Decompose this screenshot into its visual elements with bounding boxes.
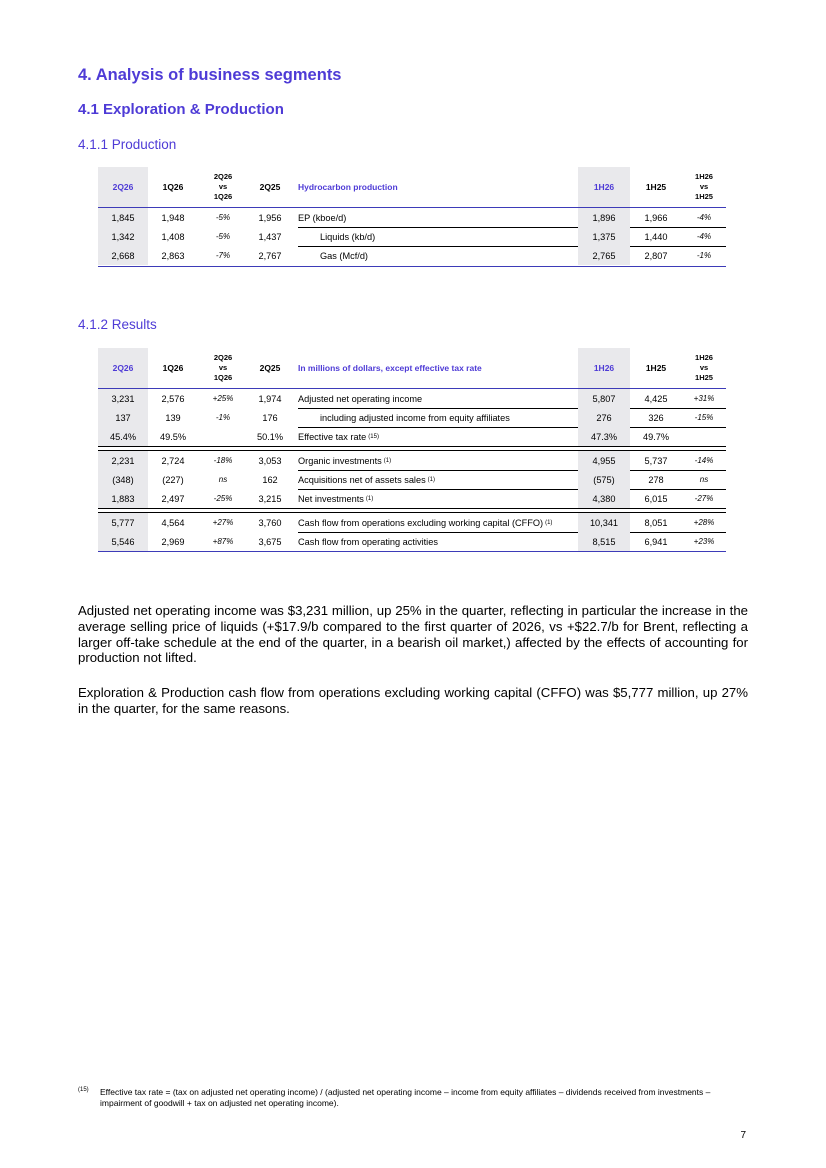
cell-qvar: -5% — [215, 232, 231, 241]
cell-1h26: 4,380 — [578, 489, 630, 508]
cell-1h25: 8,051 — [644, 517, 668, 528]
footnote-reference: (15) — [368, 433, 379, 440]
row-label — [320, 246, 600, 265]
cell-qvar: ns — [218, 475, 228, 484]
row-label — [298, 489, 578, 508]
cell-2q25: 162 — [262, 474, 278, 485]
cell-2q25: 50.1% — [256, 431, 284, 442]
qvar-line-1: 2Q26 — [213, 172, 233, 181]
cell-1q26: 49.5% — [159, 431, 187, 442]
table-header — [98, 167, 726, 207]
cell-1h26: 276 — [578, 408, 630, 427]
cell-1h25: 4,425 — [644, 393, 668, 404]
page-number: 7 — [740, 1130, 746, 1141]
cell-1q26: 2,863 — [161, 250, 185, 261]
cell-2q26: 3,231 — [98, 389, 148, 408]
footnote-reference: (1) — [365, 495, 374, 502]
cell-2q26: 1,883 — [98, 489, 148, 508]
cell-2q26: 1,845 — [98, 208, 148, 227]
cell-qvar: -25% — [213, 494, 233, 503]
cell-qvar: -18% — [213, 456, 233, 465]
cell-1q26: (227) — [162, 474, 184, 485]
hvar-line-3: 1H25 — [695, 192, 713, 201]
row-label-text: including adjusted income from equity affiliates — [320, 412, 510, 423]
hvar-line-2: vs — [699, 182, 709, 191]
row-label — [298, 389, 578, 408]
cell-2q26: 2,668 — [98, 246, 148, 265]
hvar-line-1: 1H26 — [695, 353, 713, 362]
qvar-line-3: 1Q26 — [213, 373, 233, 382]
cell-2q25: 176 — [262, 412, 278, 423]
hvar-line-1: 1H26 — [695, 172, 713, 181]
row-label-text: Acquisitions net of assets sales — [298, 474, 426, 485]
cell-qvar: -5% — [215, 213, 231, 222]
table-row — [98, 513, 726, 532]
subsection-title: 4.1 Exploration & Production — [78, 101, 284, 118]
row-label — [298, 532, 578, 551]
row-label-text: Liquids (kb/d) — [320, 231, 376, 242]
cell-1q26: 139 — [165, 412, 181, 423]
row-label-text: Net investments — [298, 493, 364, 504]
cell-2q25: 1,956 — [258, 212, 282, 223]
cell-1h26: 1,896 — [578, 208, 630, 227]
cell-hvar: ns — [699, 475, 709, 484]
cell-1h25: 6,941 — [644, 536, 668, 547]
row-label — [298, 451, 578, 470]
col-1h25: 1H25 — [645, 182, 667, 192]
row-label-text: EP (kboe/d) — [298, 212, 347, 223]
paragraph-cffo: Exploration & Production cash flow from operations excluding working capital (CFFO) was $5,777 million, up 27% in the quarter, for the same reasons. — [78, 685, 748, 716]
col-hvar — [682, 348, 726, 388]
cell-qvar: +25% — [212, 394, 234, 403]
qvar-line-1: 2Q26 — [213, 353, 233, 362]
cell-1h26: 4,955 — [578, 451, 630, 470]
cell-1q26: 1,408 — [161, 231, 185, 242]
hvar-line-2: vs — [699, 363, 709, 372]
paragraph-anoi: Adjusted net operating income was $3,231 million, up 25% in the quarter, reflecting in particular the increase in the average selling price of liquids (+$17.9/b compared to the first quarter of 2026, vs +$22.7/b for Brent, reflecting a larger off-take schedule at the end of the quarter, in a bearish oil market,) affected by the effects of accounting for production not lifted. — [78, 603, 748, 666]
results-heading: 4.1.2 Results — [78, 317, 157, 332]
cell-hvar: -27% — [694, 494, 714, 503]
cell-2q26: (348) — [98, 470, 148, 489]
cell-hvar — [682, 427, 726, 446]
row-label — [320, 408, 600, 427]
cell-1h25: 5,737 — [644, 455, 668, 466]
cell-1q26: 4,564 — [161, 517, 185, 528]
cell-1q26: 2,724 — [161, 455, 185, 466]
cell-1q26: 1,948 — [161, 212, 185, 223]
row-label-text: Cash flow from operating activities — [298, 536, 438, 547]
cell-2q26: 5,777 — [98, 513, 148, 532]
production-table — [98, 167, 726, 261]
footnote — [78, 1087, 748, 1109]
cell-2q25: 3,053 — [258, 455, 282, 466]
cell-hvar: +31% — [693, 394, 715, 403]
cell-1h25: 278 — [648, 474, 664, 485]
table-row — [98, 470, 726, 489]
table-row — [98, 489, 726, 508]
table-header — [98, 348, 726, 388]
row-label — [298, 208, 578, 227]
col-2q25: 2Q25 — [259, 182, 281, 192]
col-label: In millions of dollars, except effective tax rate — [298, 363, 482, 373]
row-label — [320, 227, 600, 246]
col-qvar — [198, 167, 248, 207]
cell-2q25: 1,437 — [258, 231, 282, 242]
cell-qvar: -7% — [215, 251, 231, 260]
col-1h26: 1H26 — [578, 167, 630, 207]
cell-qvar: +87% — [212, 537, 234, 546]
qvar-line-3: 1Q26 — [213, 192, 233, 201]
section-title: 4. Analysis of business segments — [78, 66, 342, 84]
row-label — [298, 427, 578, 446]
cell-1h26: 47.3% — [578, 427, 630, 446]
cell-1h26: 5,807 — [578, 389, 630, 408]
cell-1q26: 2,497 — [161, 493, 185, 504]
cell-1h25: 1,966 — [644, 212, 668, 223]
footnote-text: Effective tax rate = (tax on adjusted net operating income) / (adjusted net operating income – income from equity affiliates – dividends received from investments – impairment of goodwill + tax on adjusted net operating income). — [100, 1087, 711, 1108]
row-label — [298, 513, 578, 532]
col-2q26: 2Q26 — [98, 167, 148, 207]
cell-2q26: 1,342 — [98, 227, 148, 246]
row-label-text: Organic investments — [298, 455, 382, 466]
cell-hvar: -4% — [696, 232, 712, 241]
cell-1h26: 2,765 — [578, 246, 630, 265]
col-2q25: 2Q25 — [259, 363, 281, 373]
cell-hvar: -15% — [694, 413, 714, 422]
cell-2q25: 1,974 — [258, 393, 282, 404]
row-label-text: Gas (Mcf/d) — [320, 250, 368, 261]
row-label-text: Cash flow from operations excluding working capital (CFFO) — [298, 517, 544, 528]
col-1q26: 1Q26 — [162, 182, 184, 192]
cell-2q26: 45.4% — [98, 427, 148, 446]
col-2q26: 2Q26 — [98, 348, 148, 388]
table-row — [98, 427, 726, 446]
footnote-reference: (1) — [545, 519, 553, 526]
row-label-text: Adjusted net operating income — [298, 393, 423, 404]
row-label-text: Effective tax rate — [298, 431, 367, 442]
table-row — [98, 246, 726, 265]
table-row — [98, 389, 726, 408]
row-label — [298, 470, 578, 489]
footnote-reference: (1) — [383, 457, 392, 464]
cell-2q25: 3,760 — [258, 517, 282, 528]
cell-2q25: 3,675 — [258, 536, 282, 547]
table-row — [98, 532, 726, 551]
cell-hvar: +28% — [693, 518, 715, 527]
table-row — [98, 208, 726, 227]
cell-qvar — [198, 427, 248, 446]
results-table — [98, 348, 726, 547]
cell-hvar: -4% — [696, 213, 712, 222]
table-row — [98, 408, 726, 427]
cell-1h25: 326 — [648, 412, 664, 423]
col-label: Hydrocarbon production — [298, 182, 398, 192]
cell-2q25: 3,215 — [258, 493, 282, 504]
cell-1h25: 2,807 — [644, 250, 668, 261]
cell-1h26: 8,515 — [578, 532, 630, 551]
cell-1h26: (575) — [578, 470, 630, 489]
cell-hvar: -1% — [696, 251, 712, 260]
footnote-mark: (15) — [78, 1087, 89, 1093]
cell-qvar: +27% — [212, 518, 234, 527]
footnote-reference: (1) — [427, 476, 436, 483]
table-row — [98, 227, 726, 246]
cell-1h25: 1,440 — [644, 231, 668, 242]
col-1q26: 1Q26 — [162, 363, 184, 373]
col-qvar — [198, 348, 248, 388]
cell-2q26: 2,231 — [98, 451, 148, 470]
col-1h26: 1H26 — [578, 348, 630, 388]
col-hvar — [682, 167, 726, 207]
cell-2q26: 5,546 — [98, 532, 148, 551]
cell-1q26: 2,969 — [161, 536, 185, 547]
col-1h25: 1H25 — [645, 363, 667, 373]
cell-hvar: -14% — [694, 456, 714, 465]
table-row — [98, 451, 726, 470]
cell-1h26: 1,375 — [578, 227, 630, 246]
qvar-line-2: vs — [218, 363, 228, 372]
cell-1h25: 49.7% — [642, 431, 670, 442]
cell-hvar: +23% — [693, 537, 715, 546]
cell-2q26: 137 — [98, 408, 148, 427]
cell-2q25: 2,767 — [258, 250, 282, 261]
cell-1q26: 2,576 — [161, 393, 185, 404]
production-heading: 4.1.1 Production — [78, 137, 177, 152]
qvar-line-2: vs — [218, 182, 228, 191]
cell-1h26: 10,341 — [578, 513, 630, 532]
cell-qvar: -1% — [215, 413, 231, 422]
hvar-line-3: 1H25 — [695, 373, 713, 382]
cell-1h25: 6,015 — [644, 493, 668, 504]
